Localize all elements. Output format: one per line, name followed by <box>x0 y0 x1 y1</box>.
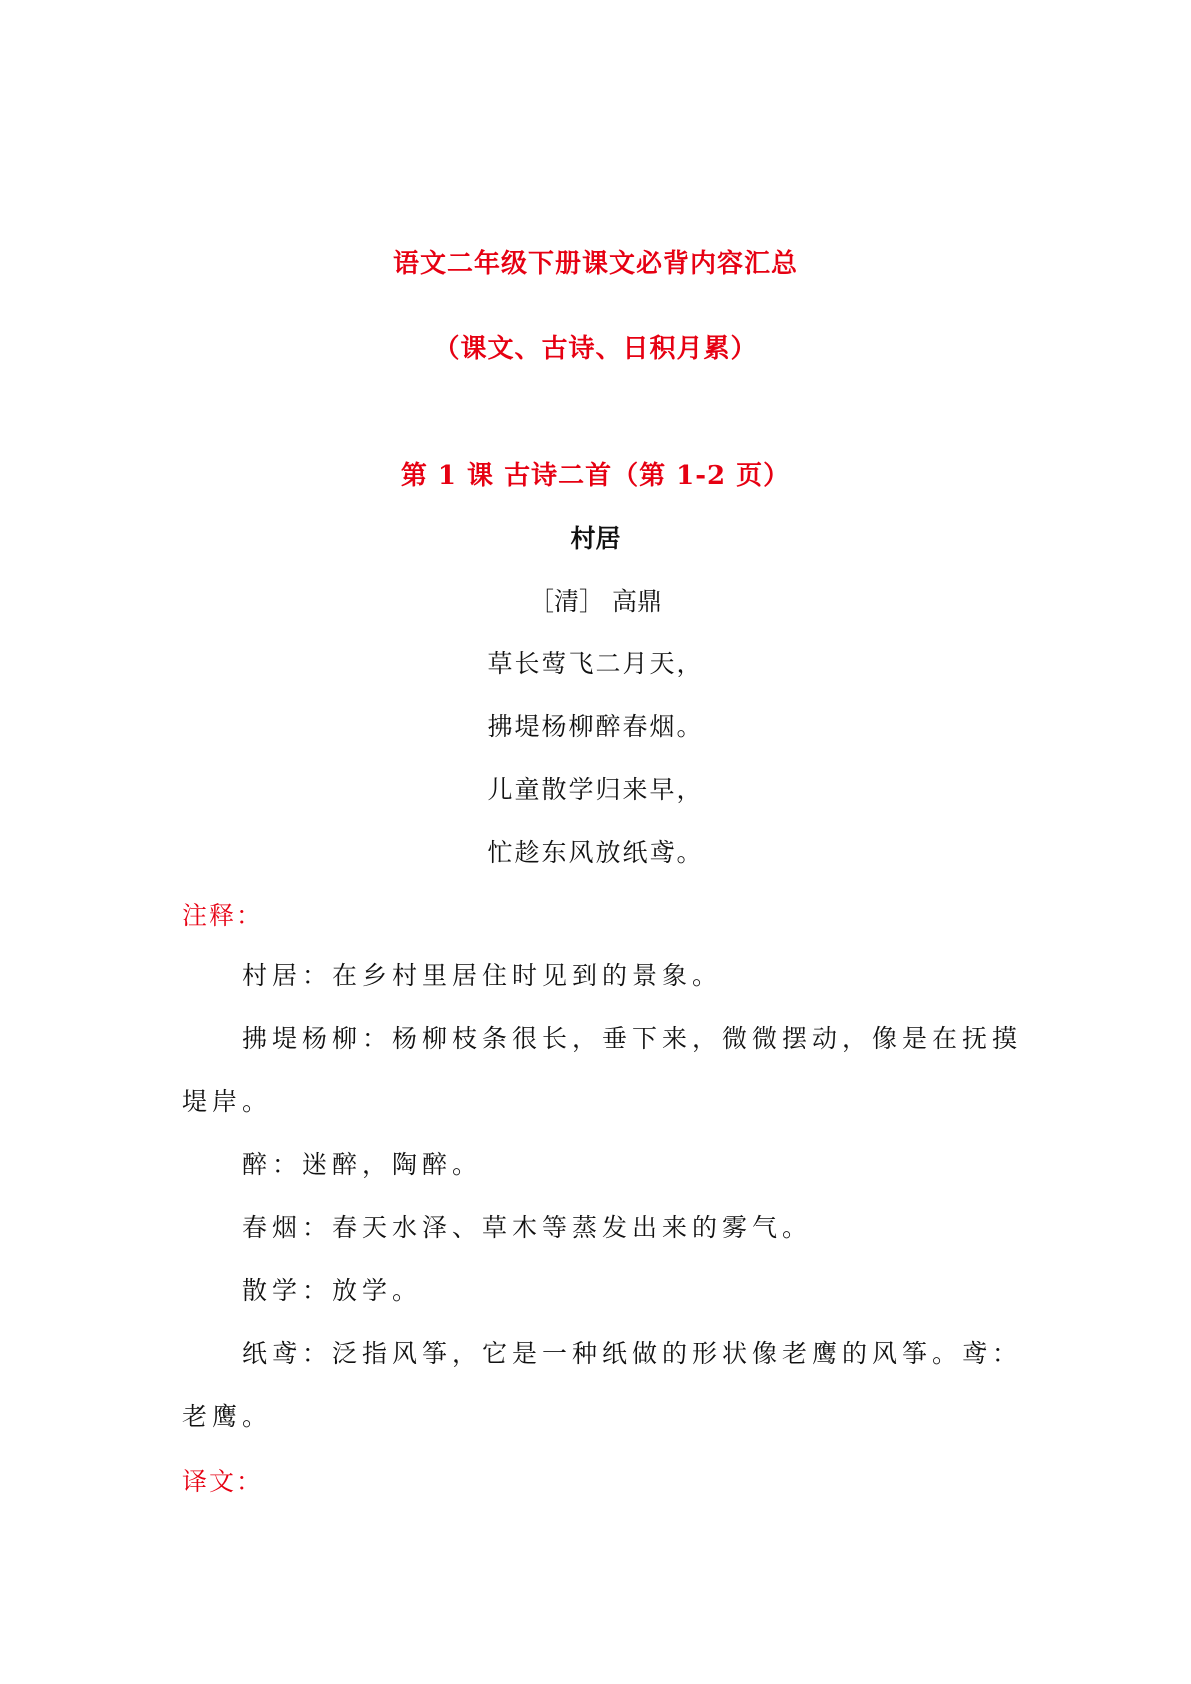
note-item: 村居：在乡村里居住时见到的景象。 <box>242 961 723 990</box>
poem-line: 忙趁东风放纸鸢。 <box>487 838 704 867</box>
notes-label: 注释： <box>182 901 264 930</box>
lesson-heading: 第 1 课 古诗二首（第 1-2 页） <box>400 461 791 491</box>
document-title: 语文二年级下册课文必背内容汇总 <box>392 249 798 279</box>
poem-line: 儿童散学归来早， <box>487 775 704 804</box>
poem-line: 拂堤杨柳醉春烟。 <box>487 712 704 741</box>
poem-author: ［清］ 高鼎 <box>529 587 662 616</box>
note-item: 纸鸢：泛指风筝，它是一种纸做的形状像老鹰的风筝。鸢：老鹰。 <box>182 1339 1023 1431</box>
note-item: 春烟：春天水泽、草木等蒸发出来的雾气。 <box>242 1213 813 1242</box>
document-subtitle: （课文、古诗、日积月累） <box>433 334 758 364</box>
note-item: 散学：放学。 <box>242 1276 423 1305</box>
poem-line: 草长莺飞二月天， <box>487 649 704 678</box>
note-item: 拂堤杨柳：杨柳枝条很长，垂下来，微微摆动，像是在抚摸堤岸。 <box>182 1024 1023 1116</box>
note-item: 醉：迷醉，陶醉。 <box>242 1150 483 1179</box>
translation-label: 译文： <box>182 1467 264 1496</box>
poem-title: 村居 <box>570 524 621 553</box>
